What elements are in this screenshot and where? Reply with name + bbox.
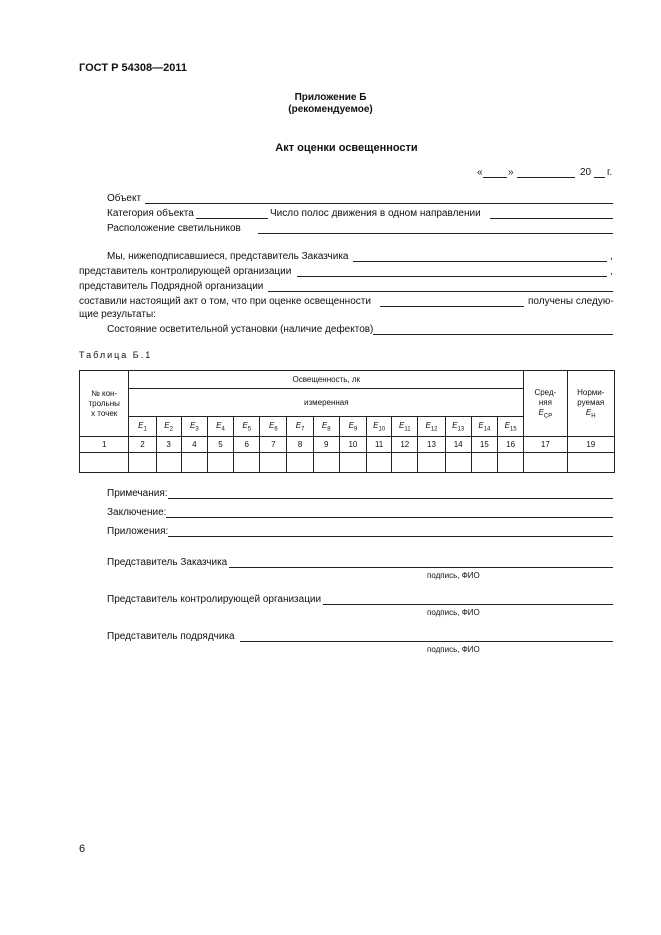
object-field[interactable] [145, 203, 613, 204]
table-cell[interactable] [313, 453, 339, 473]
conclusion-field[interactable] [166, 517, 613, 518]
column-number-16: 16 [497, 437, 523, 453]
page-number: 6 [79, 843, 86, 855]
year-prefix: 20 [580, 167, 592, 178]
object-label: Объект [107, 193, 142, 204]
column-number-7: 7 [260, 437, 287, 453]
column-number-12: 12 [392, 437, 418, 453]
header-normative: Норми-руемая $E_Н$ [567, 371, 614, 437]
table-cell[interactable] [367, 453, 392, 473]
header-average: Сред-няя $E_{СР}$ [524, 371, 567, 437]
sign-customer-label: Представитель Заказчика [107, 557, 228, 568]
illumination-table [79, 370, 615, 473]
sign-customer-field[interactable] [229, 567, 613, 568]
table-cell[interactable] [524, 453, 567, 473]
table-caption: Таблица Б.1 [79, 350, 153, 360]
month-blank[interactable] [517, 177, 575, 178]
column-number-8: 8 [287, 437, 313, 453]
header-e-5: $E_5$ [234, 417, 260, 437]
document-id: ГОСТ Р 54308—2011 [79, 62, 187, 74]
header-e-3: $E_3$ [181, 417, 207, 437]
lamps-field[interactable] [258, 233, 613, 234]
we-text: Мы, нижеподписавшиеся, представитель Заказчика [107, 251, 349, 262]
column-number-1: 1 [80, 437, 129, 453]
header-illuminance: Освещенность, лк [129, 371, 524, 389]
category-field[interactable] [196, 218, 268, 219]
column-number-14: 14 [445, 437, 471, 453]
column-number-3: 3 [156, 437, 181, 453]
remarks-label: Примечания: [107, 488, 168, 499]
header-e-12: $E_{12}$ [418, 417, 445, 437]
table-cell[interactable] [234, 453, 260, 473]
control-rep-field[interactable] [297, 276, 607, 277]
table-cell[interactable] [445, 453, 471, 473]
sign-contractor-label: Представитель подрядчика [107, 631, 235, 642]
customer-rep-field[interactable] [353, 261, 607, 262]
header-e-10: $E_{10}$ [367, 417, 392, 437]
appendix-title: Приложение Б [294, 92, 367, 103]
header-e-7: $E_7$ [287, 417, 313, 437]
act-title: Акт оценки освещенности [275, 142, 418, 154]
year-suffix: г. [607, 167, 613, 178]
attachments-field[interactable] [168, 536, 613, 537]
column-number-11: 11 [367, 437, 392, 453]
state-field[interactable] [373, 334, 613, 335]
column-number-5: 5 [207, 437, 233, 453]
table-cell[interactable] [339, 453, 366, 473]
comma-1: , [610, 251, 613, 262]
lanes-label: Число полос движения в одном направлении [270, 208, 481, 219]
table-cell[interactable] [471, 453, 497, 473]
sign-control-label: Представитель контролирующей организации [107, 594, 322, 605]
sign-contractor-caption: подпись, ФИО [427, 645, 480, 654]
header-e-13: $E_{13}$ [445, 417, 471, 437]
sign-control-caption: подпись, ФИО [427, 608, 480, 617]
header-e-15: $E_{15}$ [497, 417, 523, 437]
column-number-9: 9 [313, 437, 339, 453]
composed-text: составили настоящий акт о том, что при оценке освещенности [79, 296, 371, 307]
lanes-field[interactable] [490, 218, 613, 219]
table-cell[interactable] [567, 453, 614, 473]
appendix-subtitle: (рекомендуемое) [288, 104, 373, 115]
table-cell[interactable] [287, 453, 313, 473]
column-number-row [80, 437, 615, 453]
column-number-4: 4 [181, 437, 207, 453]
contractor-rep-label: представитель Подрядной организации [79, 281, 264, 292]
table-cell[interactable] [129, 453, 156, 473]
header-point: № кон-трольных точек [80, 371, 129, 437]
header-e-4: $E_4$ [207, 417, 233, 437]
table-row [80, 453, 615, 473]
header-e-1: $E_1$ [129, 417, 156, 437]
date-open-quote: « [477, 167, 483, 178]
table-cell[interactable] [80, 453, 129, 473]
year-blank[interactable] [594, 177, 605, 178]
results-text-2: щие результаты: [79, 309, 156, 320]
column-number-6: 6 [234, 437, 260, 453]
column-number-17: 17 [524, 437, 567, 453]
header-e-8: $E_8$ [313, 417, 339, 437]
results-text-1: получены следую- [528, 296, 614, 307]
column-number-18: 19 [567, 437, 614, 453]
column-number-2: 2 [129, 437, 156, 453]
sign-contractor-field[interactable] [240, 641, 613, 642]
table-cell[interactable] [497, 453, 523, 473]
conclusion-label: Заключение: [107, 507, 167, 518]
header-e-14: $E_{14}$ [471, 417, 497, 437]
header-e-2: $E_2$ [156, 417, 181, 437]
table-cell[interactable] [181, 453, 207, 473]
table-cell[interactable] [156, 453, 181, 473]
header-e-6: $E_6$ [260, 417, 287, 437]
contractor-rep-field[interactable] [268, 291, 613, 292]
sign-customer-caption: подпись, ФИО [427, 571, 480, 580]
table-cell[interactable] [260, 453, 287, 473]
sign-control-field[interactable] [323, 604, 613, 605]
table-cell[interactable] [418, 453, 445, 473]
attachments-label: Приложения: [107, 526, 169, 537]
comma-2: , [610, 266, 613, 277]
column-number-10: 10 [339, 437, 366, 453]
column-number-13: 13 [418, 437, 445, 453]
column-number-15: 15 [471, 437, 497, 453]
control-rep-label: представитель контролирующей организации [79, 266, 292, 277]
state-label: Состояние осветительной установки (наличие дефектов) [107, 324, 374, 335]
header-measured: измеренная [129, 389, 524, 417]
header-e-11: $E_{11}$ [392, 417, 418, 437]
remarks-field[interactable] [168, 498, 613, 499]
header-e-9: $E_9$ [339, 417, 366, 437]
day-blank[interactable] [483, 177, 507, 178]
category-label: Категория объекта [107, 208, 194, 219]
table-cell[interactable] [207, 453, 233, 473]
table-cell[interactable] [392, 453, 418, 473]
date-close-quote: » [508, 167, 514, 178]
illumination-field[interactable] [380, 306, 524, 307]
lamps-label: Расположение светильников [107, 223, 241, 234]
